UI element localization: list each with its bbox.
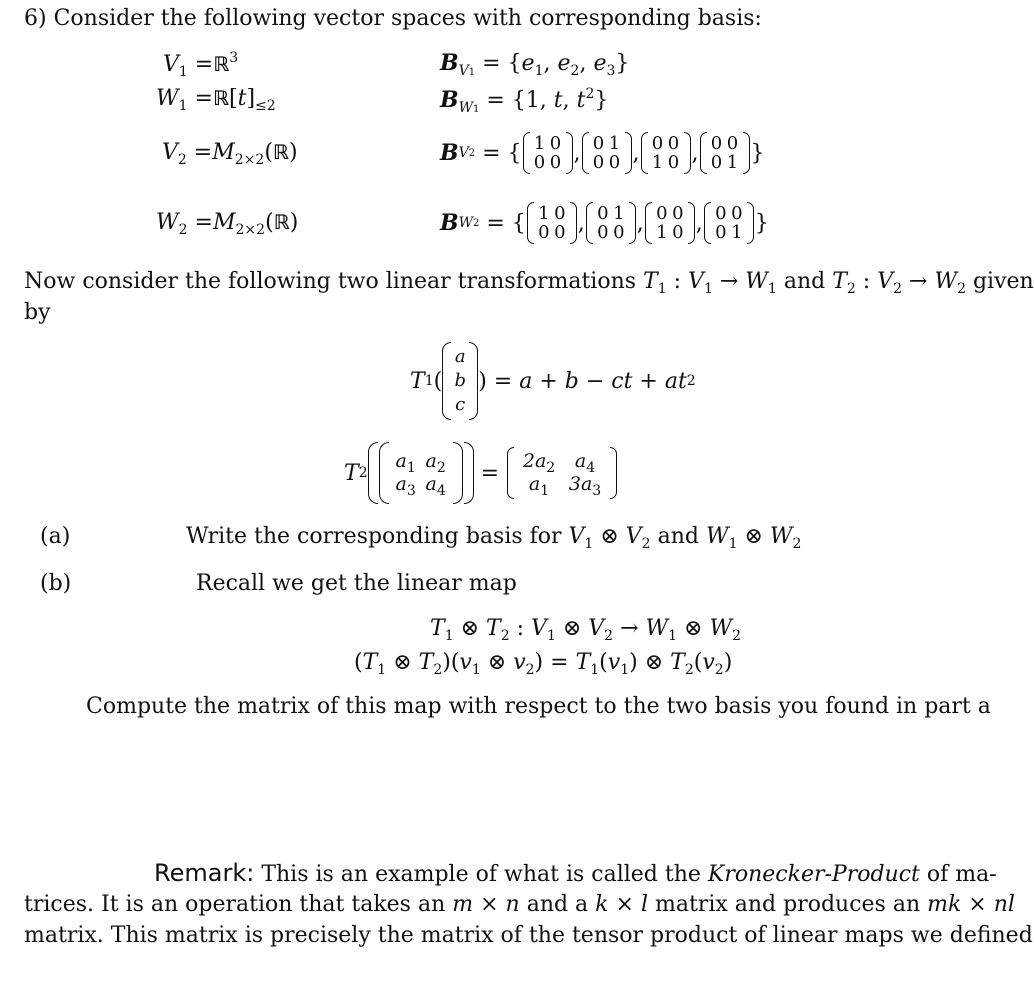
remark-emph: Kronecker-Product — [707, 862, 920, 887]
remark-text-1: This is an example of what is called the — [261, 862, 701, 887]
basis-matrix-e21: 0 0 1 0 — [641, 132, 691, 174]
transition-line: Now consider the following two linear transformations $T_1$ : $V_1 \to W_1$ and $T_2$ : $V_2 \to W_2$ given — [24, 269, 1034, 297]
part-a-label: (a) — [40, 524, 71, 549]
remark-text-2: of ma- — [926, 862, 997, 887]
basis-matrix-e22: 0 0 0 1 — [700, 132, 750, 174]
remark-line-1 — [154, 858, 997, 890]
basis-v1: $B_{V1} = \{e_1$, $e_2$, $e_3$} — [440, 50, 630, 79]
part-a-text: Write the corresponding basis for $V_1$ ⊗ $V_2$ and $W_1$ ⊗ $W_2$ — [186, 524, 802, 552]
part-b-text: Recall we get the linear map — [196, 571, 517, 596]
basis-v2: B V 2 = { 1 0 0 0 , 0 1 0 0 , 0 0 1 0 , 0 0 0 1 } — [440, 133, 765, 173]
problem-intro: 6) Consider the following vector spaces with corresponding basis: — [24, 6, 762, 31]
transition-by: by — [24, 300, 51, 325]
remark-line-3: matrix. This matrix is precisely the matrix of the tensor product of linear maps we defined — [24, 923, 1033, 948]
remark-line-2: trices. It is an operation that takes an m × n and a k × l matrix and produces an mk × nl — [24, 892, 1015, 917]
t1-input-vector: a b c — [442, 342, 478, 420]
transition-text: Now consider the following two linear transformations — [24, 269, 637, 294]
basis-matrix-e12: 0 1 0 0 — [582, 132, 632, 174]
t2-input-matrix: $a_1$ $a_2$ $a_3$ $a_4$ — [379, 442, 463, 504]
basis-w1: $B_{W1} = \{1$, t, $t^2$} — [440, 86, 609, 116]
compute-instruction: Compute the matrix of this map with respect to the two basis you found in part a — [86, 694, 991, 719]
space-v2-def: $V_2$ $=M_{2\times 2}(ℝ)$ — [162, 140, 298, 168]
space-w2-def: $W_2$ $=M_{2\times 2}(ℝ)$ — [156, 210, 299, 238]
map-line-2: ($T_1$ ⊗ $T_2)(v_1$ ⊗ $v_2) = T_1(v_1)$ ⊗ $T_2(v_2)$ — [354, 650, 733, 678]
t2-argument-parens — [368, 442, 474, 504]
space-v1-def: $V_1$ =ℝ$^3$ — [163, 50, 239, 80]
map-line-1: $T_1$ ⊗ $T_2$ : $V_1$ ⊗ $V_2 \to W_1$ ⊗ $W_2$ — [430, 616, 742, 644]
remark-label: Remark: — [154, 859, 255, 887]
basis-matrix-e21: 0 0 1 0 — [645, 202, 695, 244]
basis-matrix-e12: 0 1 0 0 — [586, 202, 636, 244]
basis-matrix-e22: 0 0 0 1 — [704, 202, 754, 244]
space-w1-def: $W_1$ $=ℝ[t]_{\le 2}$ — [156, 86, 276, 114]
t2-definition: T 2 $a_1$ $a_2$ $a_3$ $a_4$ = $2a_2$ $a_4$ $a_1$ $3a_3$ — [344, 440, 618, 506]
t2-output-matrix: $2a_2$ $a_4$ $a_1$ $3a_3$ — [507, 447, 617, 499]
t1-definition: T 1 ( a b c ) = a + b − ct + at 2 — [410, 338, 696, 424]
basis-matrix-e11: 1 0 0 0 — [527, 202, 577, 244]
basis-w2: B W 2 = { 1 0 0 0 , 0 1 0 0 , 0 0 1 0 , 0 0 0 1 } — [440, 203, 769, 243]
part-b-label: (b) — [40, 571, 72, 596]
basis-matrix-e11: 1 0 0 0 — [523, 132, 573, 174]
